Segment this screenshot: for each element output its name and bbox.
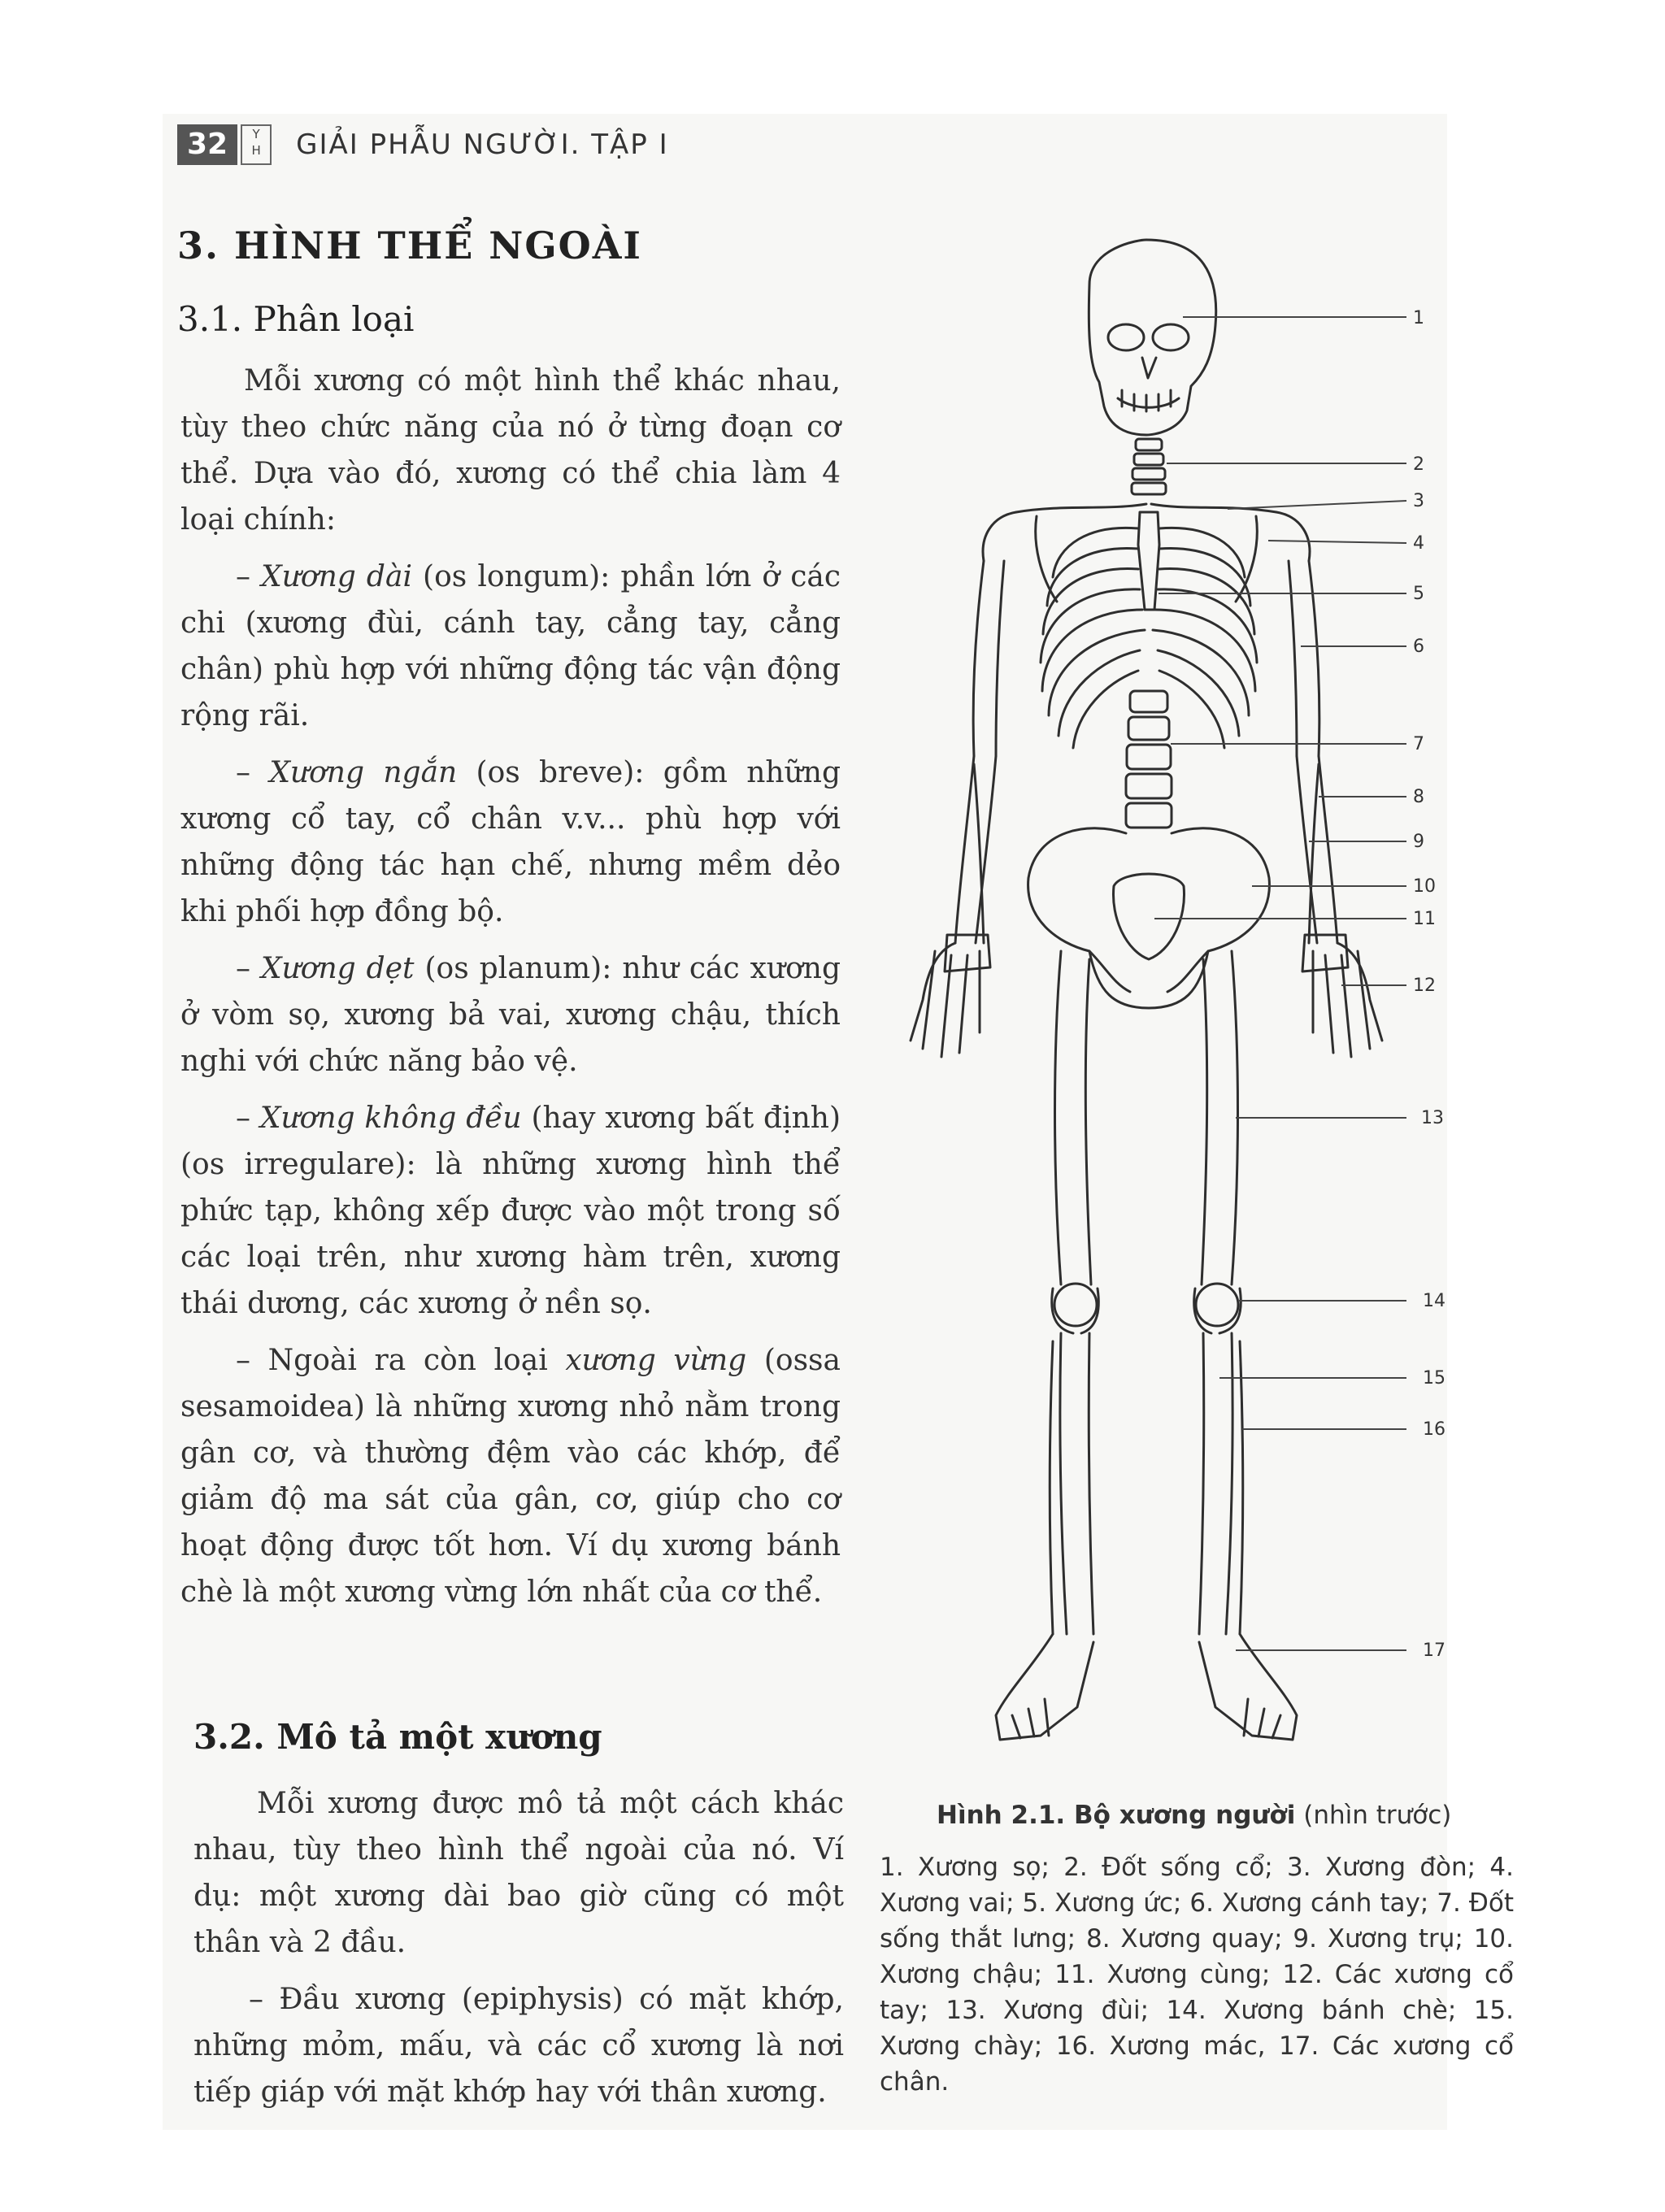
figure-label: 15 (1423, 1368, 1445, 1388)
figure-label: 2 (1413, 454, 1424, 475)
classification-text (180, 358, 841, 1626)
section-title: 3. HÌNH THỂ NGOÀI (177, 224, 642, 267)
subsection-title-description: 3.2. Mô tả một xương (193, 1717, 602, 1757)
figure-label: 9 (1413, 832, 1424, 852)
figure-label: 14 (1423, 1291, 1445, 1311)
figure-caption-legend: 1. Xương sọ; 2. Đốt sống cổ; 3. Xương đòn; 4. Xương vai; 5. Xương ức; 6. Xương cánh tay; 7. Đốt sống thắt lưng; 8. Xương quay; 9. Xương trụ; 10. Xương chậu; 11. Xương cùng; 12. Các xương cổ tay; 13. Xương đùi; 14. Xương bánh chè; 15. Xương chày; 16. Xương mác, 17. Các xương cổ chân. (880, 1853, 1514, 2097)
publisher-logo: Y H (241, 124, 272, 165)
figure-label: 16 (1423, 1419, 1445, 1440)
figure-label: 11 (1413, 909, 1436, 929)
epiphysis-paragraph: – Đầu xương (epiphysis) có mặt khớp, những mỏm, mấu, và các cổ xương là nơi tiếp giáp với mặt khớp hay với thân xương. (193, 1983, 844, 2109)
list-item: – Xương không đều (hay xương bất định) (os irregulare): là những xương hình thể phức tạp, không xếp được vào một trong số các loại trên, như xương hàm trên, xương thái dương, các xương ở nền sọ. (180, 1102, 841, 1320)
page-number: 32 (177, 124, 237, 165)
skeleton-figure (846, 236, 1463, 1764)
description-text (193, 1780, 844, 2126)
figure-label: 10 (1413, 876, 1436, 897)
list-item: – Xương ngắn (os breve): gồm những xương cổ tay, cổ chân v.v... phù hợp với những động tác hạn chế, nhưng mềm dẻo khi phối hợp đồng bộ. (180, 756, 841, 928)
figure-label: 5 (1413, 584, 1424, 604)
figure-caption-title: Hình 2.1. Bộ xương người (nhìn trước) (937, 1801, 1452, 1830)
figure-label: 13 (1421, 1108, 1444, 1128)
description-paragraph: Mỗi xương được mô tả một cách khác nhau, tùy theo hình thể ngoài của nó. Ví dụ: một xương dài bao giờ cũng có một thân và 2 đầu. (193, 1787, 844, 1959)
figure-label: 3 (1413, 491, 1424, 511)
figure-label: 1 (1413, 308, 1424, 328)
figure-label: 8 (1413, 787, 1424, 807)
figure-label: 7 (1413, 734, 1424, 754)
list-item: – Xương dài (os longum): phần lớn ở các chi (xương đùi, cánh tay, cẳng tay, cẳng chân) phù hợp với những động tác vận động rộng rãi. (180, 560, 841, 732)
subsection-title-classification: 3.1. Phân loại (177, 299, 415, 339)
list-item: – Xương dẹt (os planum): như các xương ở vòm sọ, xương bả vai, xương chậu, thích nghi với chức năng bảo vệ. (180, 952, 841, 1078)
leader-line (1268, 541, 1406, 543)
running-title: GIẢI PHẪU NGƯỜI. TẬP I (296, 128, 669, 161)
figure-label: 17 (1423, 1641, 1445, 1661)
leader-line (1228, 501, 1406, 509)
figure-label: 4 (1413, 533, 1424, 554)
page-header (177, 124, 669, 166)
figure-label: 6 (1413, 637, 1424, 657)
skeleton-illustration (846, 236, 1463, 1764)
figure-label: 12 (1413, 976, 1436, 996)
intro-paragraph: Mỗi xương có một hình thể khác nhau, tùy theo chức năng của nó ở từng đoạn cơ thể. Dựa vào đó, xương có thể chia làm 4 loại chính: (180, 364, 841, 537)
list-item: – Ngoài ra còn loại xương vừng (ossa sesamoidea) là những xương nhỏ nằm trong gân cơ, và thường đệm vào các khớp, để giảm độ ma sát của gân, cơ, giúp cho cơ hoạt động được tốt hơn. Ví dụ xương bánh chè là một xương vừng lớn nhất của cơ thể. (180, 1344, 841, 1609)
